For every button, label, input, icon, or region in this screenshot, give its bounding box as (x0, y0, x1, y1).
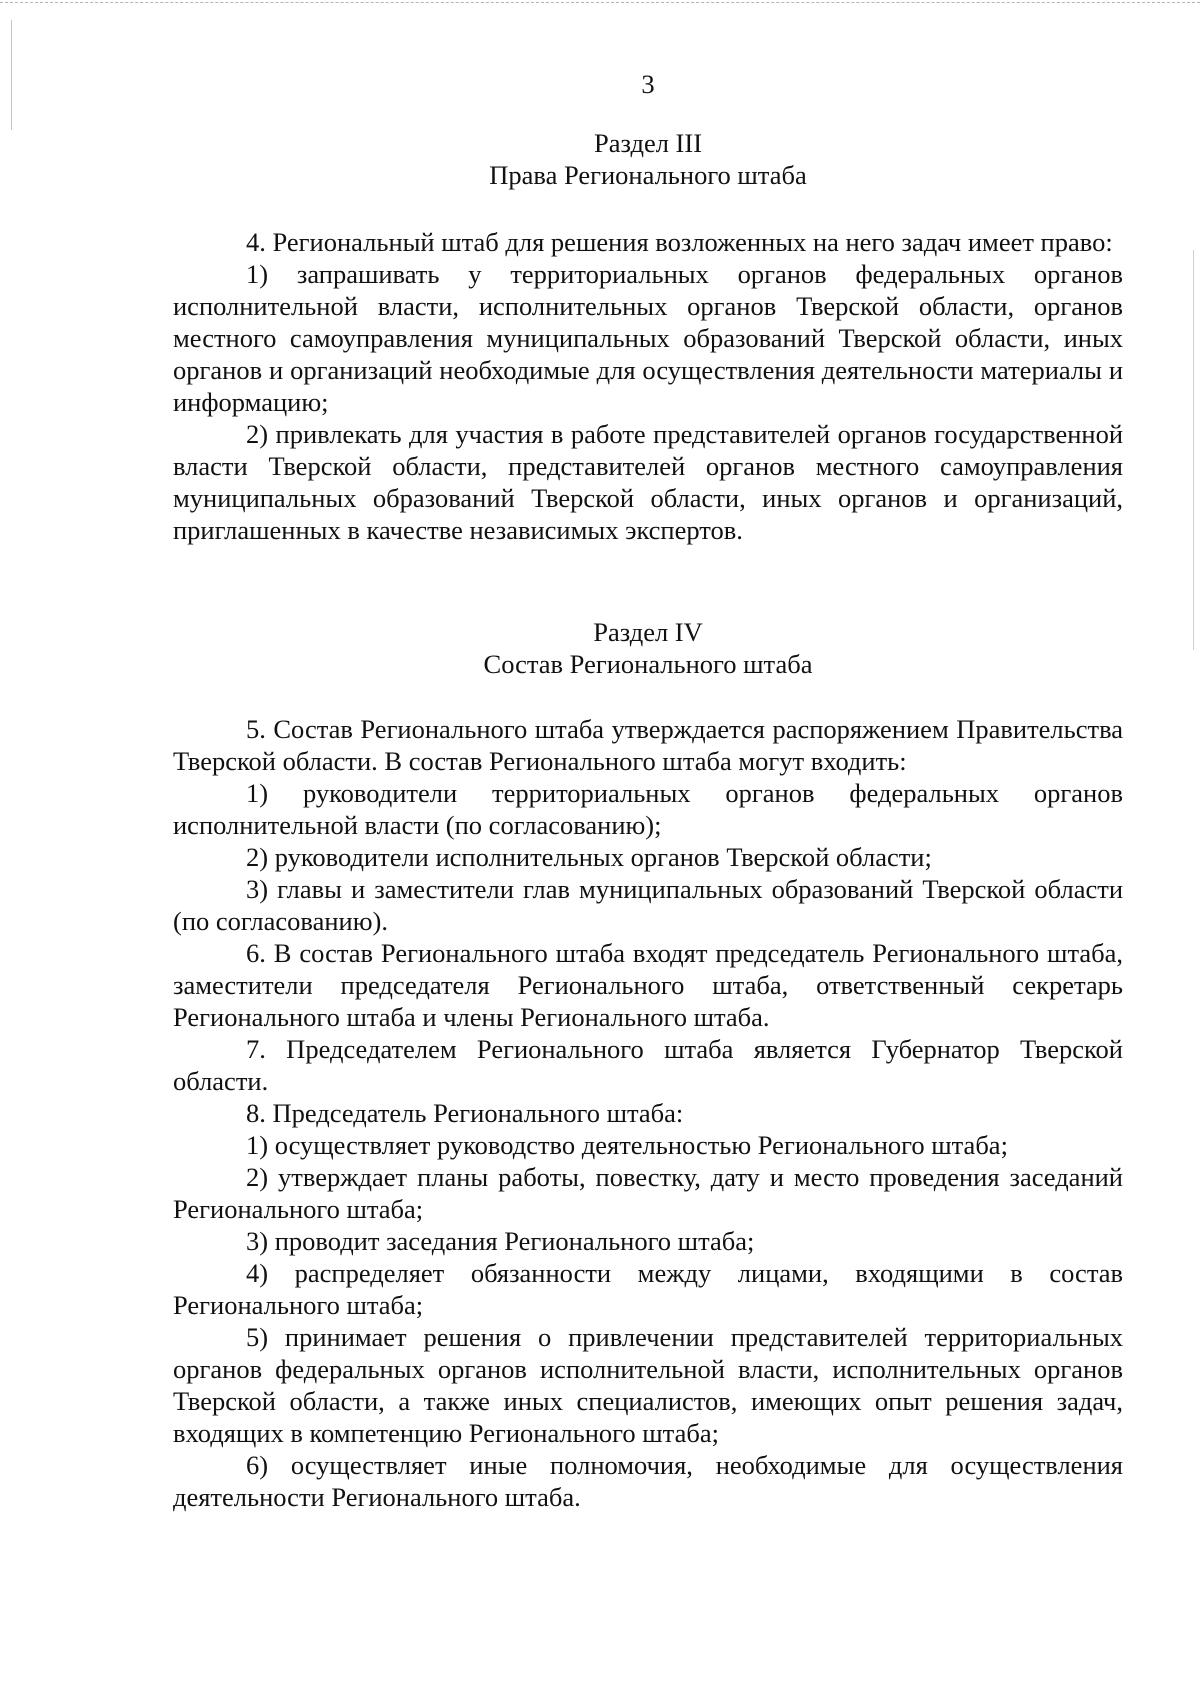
section-3-title: Права Регионального штаба (489, 160, 807, 190)
paragraph-4-item-2: 2) привлекать для участия в работе представителей органов государственной власти Тверской области, представителей органов местного самоуправления муниципальных образований Тверской области, иных органов и организаций, приглашенных в качестве независимых экспертов. (173, 419, 1123, 545)
paragraph-8-item-1: 1) осуществляет руководство деятельностью Регионального штаба; (246, 1130, 1008, 1160)
section-4-heading: Раздел IV (593, 617, 703, 647)
section-3-body (173, 226, 1123, 546)
page-number: 3 (641, 69, 655, 99)
paragraph-8-item-6: 6) осуществляет иные полномочия, необходимые для осуществления деятельности Регионального штаба. (173, 1450, 1123, 1512)
paragraph-5-item-1: 1) руководители территориальных органов федеральных органов исполнительной власти (по согласованию); (173, 778, 1123, 840)
paragraph-5-item-2: 2) руководители исполнительных органов Тверской области; (246, 842, 932, 872)
section-3 (173, 127, 1123, 191)
paragraph-8-item-2: 2) утверждает планы работы, повестку, дату и место проведения заседаний Регионального штаба; (173, 1162, 1123, 1224)
paragraph-8-item-4: 4) распределяет обязанности между лицами, входящими в состав Регионального штаба; (173, 1258, 1123, 1320)
section-4 (173, 616, 1123, 680)
paragraph-6: 6. В состав Регионального штаба входят председатель Регионального штаба, заместители председателя Регионального штаба, ответственный секретарь Регионального штаба и члены Регионального штаба. (173, 938, 1123, 1032)
paragraph-4-item-1: 1) запрашивать у территориальных органов федеральных органов исполнительной власти, исполнительных органов Тверской области, органов местного самоуправления муниципальных образований Тверской области, иных органов и организаций необходимые для осуществления деятельности материалы и информацию; (173, 259, 1123, 417)
paragraph-7: 7. Председателем Регионального штаба является Губернатор Тверской области. (173, 1034, 1123, 1096)
paragraph-5: 5. Состав Регионального штаба утверждается распоряжением Правительства Тверской области. В состав Регионального штаба могут входить: (173, 714, 1123, 776)
paragraph-4: 4. Региональный штаб для решения возложенных на него задач имеет право: (246, 227, 1113, 257)
scan-top-edge (0, 2, 1200, 3)
section-4-title: Состав Регионального штаба (483, 649, 813, 679)
paragraph-8: 8. Председатель Регионального штаба: (246, 1098, 684, 1128)
section-3-heading: Раздел III (593, 128, 703, 158)
paragraph-8-item-3: 3) проводит заседания Регионального штаба; (246, 1226, 755, 1256)
paragraph-5-item-3: 3) главы и заместители глав муниципальных образований Тверской области (по согласованию). (173, 874, 1123, 936)
paragraph-8-item-5: 5) принимает решения о привлечении представителей территориальных органов федеральных органов исполнительной власти, исполнительных органов Тверской области, а также иных специалистов, имеющих опыт решения задач, входящих в компетенцию Регионального штаба; (173, 1322, 1123, 1448)
section-4-body (173, 713, 1123, 1513)
scan-right-edge (1193, 250, 1194, 650)
